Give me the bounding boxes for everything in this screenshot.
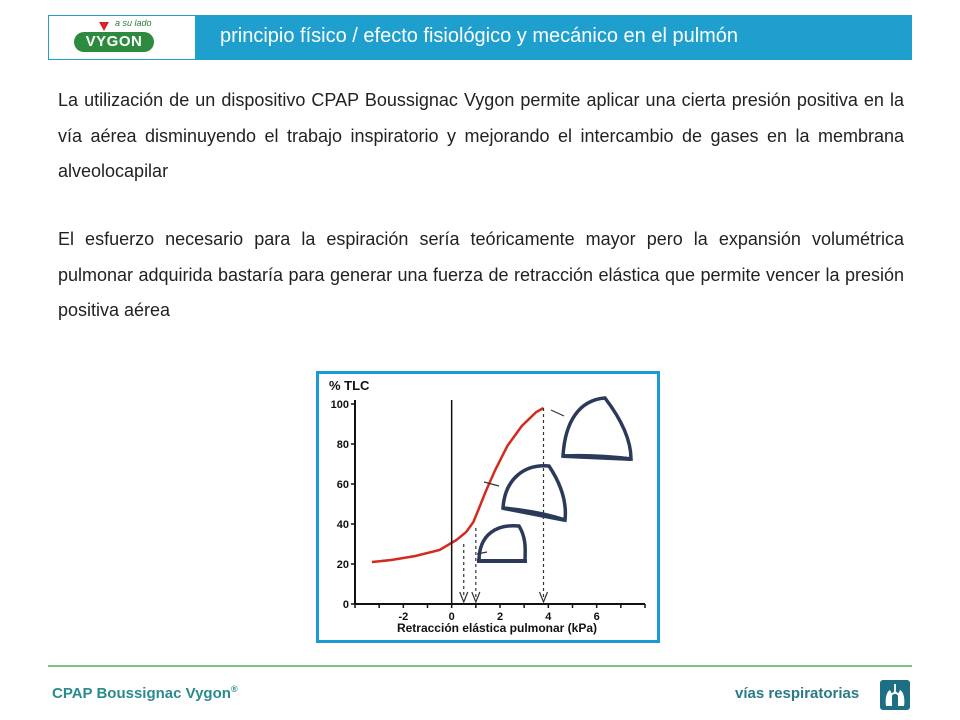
header-bar — [48, 15, 912, 60]
logo-tagline: a su lado — [115, 18, 152, 28]
paragraph-1: La utilización de un dispositivo CPAP Boussignac Vygon permite aplicar una cierta presión positiva en la vía aérea disminuyendo el trabajo inspiratorio y mejorando el intercambio de gases en la membrana alveolocapilar — [58, 90, 904, 181]
footer-brand — [52, 684, 238, 702]
lung-diagram-medium — [503, 466, 565, 520]
footer-brand-text: CPAP Boussignac Vygon — [52, 685, 231, 702]
lung-diagram-large — [563, 398, 631, 459]
y-tick-label: 80 — [336, 439, 349, 451]
y-tick-label: 100 — [330, 399, 349, 411]
page-title: principio físico / efecto fisiológico y mecánico en el pulmón — [220, 25, 739, 47]
logo-text: VYGON — [74, 32, 154, 52]
x-tick-label: 2 — [496, 611, 504, 623]
x-tick-label: 4 — [545, 611, 552, 623]
logo-triangle-icon — [99, 22, 109, 31]
footer-section-label: vías respiratorias — [735, 685, 860, 702]
y-tick-label: 20 — [336, 559, 349, 571]
footer-brand-mark: ® — [230, 684, 238, 694]
lung-diagram-small — [477, 526, 527, 561]
x-tick-label: 0 — [448, 611, 455, 623]
pressure-volume-chart — [319, 374, 657, 640]
x-tick-label: -2 — [398, 611, 409, 623]
y-tick-label: 40 — [336, 519, 349, 531]
pv-curve — [372, 408, 544, 562]
vygon-logo — [48, 15, 196, 60]
chart-frame — [316, 371, 660, 643]
paragraph-2: El esfuerzo necesario para la espiración sería teóricamente mayor pero la expansión volumétrica pulmonar adquirida bastaría para generar una fuerza de retracción elástica que permite vencer la presión positiva aérea — [58, 229, 904, 320]
lungs-icon — [880, 680, 910, 710]
y-axis-label: % TLC — [329, 378, 370, 393]
x-tick-label: 6 — [593, 611, 600, 623]
x-axis-label: Retracción elástica pulmonar (kPa) — [396, 621, 598, 635]
footer-divider — [48, 665, 912, 667]
y-tick-label: 60 — [336, 479, 349, 491]
y-tick-label: 0 — [342, 599, 349, 611]
